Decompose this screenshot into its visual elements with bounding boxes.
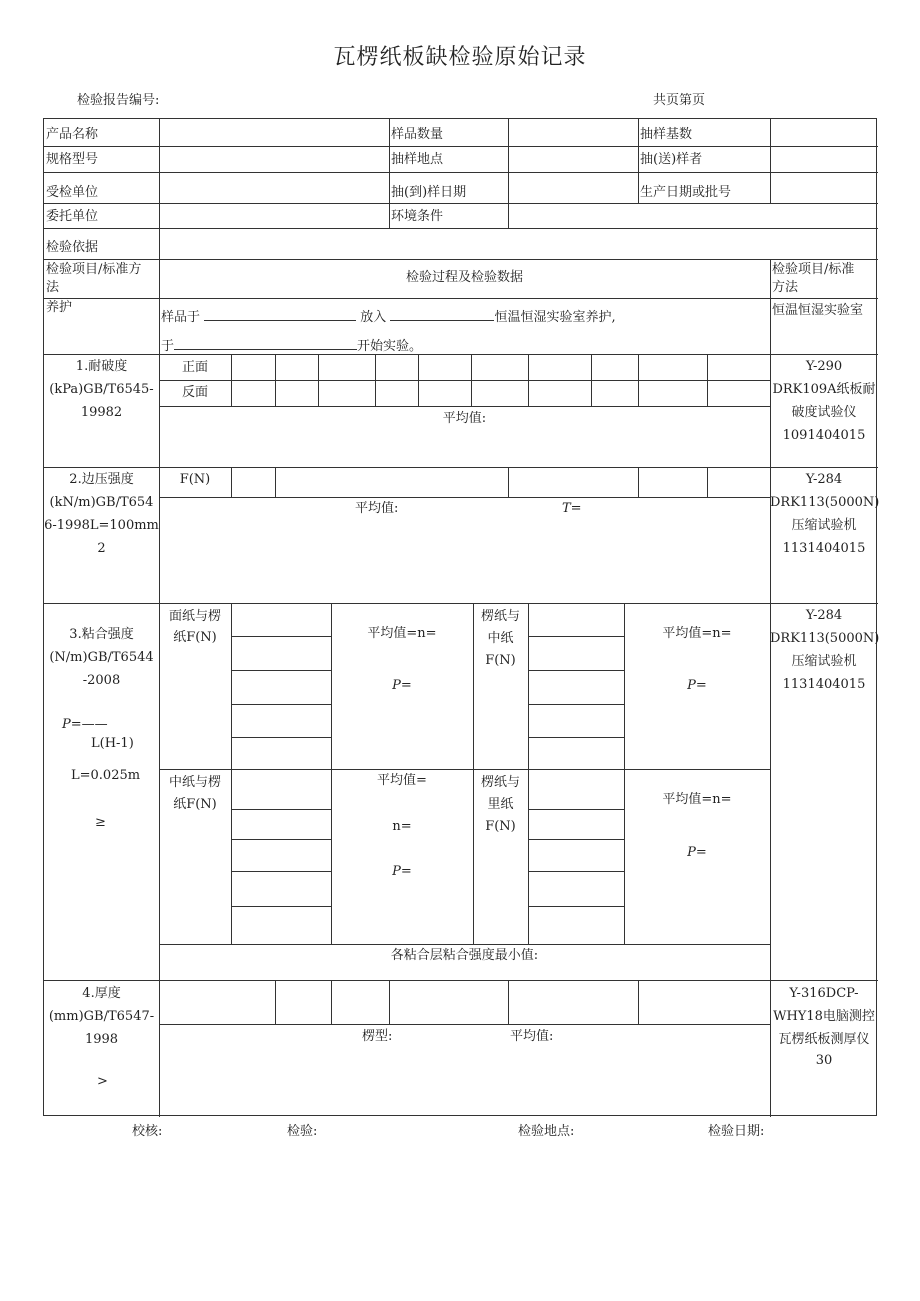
item-header-right: 检验项目/标准 (772, 262, 855, 277)
row-divider (231, 670, 331, 671)
column-divider (508, 980, 509, 1024)
bond-equipment-model: DRK113(5000N) (770, 631, 880, 646)
flute-inner-label: 楞纸与 (480, 775, 520, 790)
inspection-place-label: 检验地点: (518, 1124, 575, 1139)
column-divider (638, 980, 639, 1024)
column-divider (638, 354, 639, 406)
row-divider (528, 871, 624, 872)
bond-l-formula: L(H-1) (91, 736, 134, 751)
sampling-place-label: 抽样地点 (391, 152, 444, 167)
environment-label: 环境条件 (391, 209, 444, 224)
face-flute-p: P= (392, 678, 412, 693)
curing-text: 开始实验。 (357, 339, 423, 354)
column-divider (275, 980, 276, 1024)
bond-ge-symbol: ≥ (95, 815, 106, 830)
row-divider (231, 906, 331, 907)
flute-mid-p: P= (687, 678, 707, 693)
curing-date-blank[interactable] (204, 307, 356, 321)
thickness-item-label: 4.厚度 (82, 986, 121, 1001)
column-divider (707, 467, 708, 497)
basis-label: 检验依据 (46, 240, 99, 255)
burst-equipment-model: DRK109A纸板耐 (772, 382, 876, 397)
row-divider (231, 737, 331, 738)
inspector-label: 检验: (287, 1124, 318, 1139)
curing-text: 于 (161, 339, 175, 354)
production-date-label: 生产日期或批号 (640, 185, 732, 200)
entrusting-unit-label: 委托单位 (46, 209, 99, 224)
product-name-label: 产品名称 (46, 127, 99, 142)
flute-inner-label-2: 里纸 (487, 797, 514, 812)
row-divider (528, 839, 624, 840)
item-header-right-2: 方法 (772, 280, 799, 295)
bond-item-standard: (N/m)GB/T6544 (49, 650, 154, 665)
mid-flute-p: P= (392, 864, 412, 879)
column-divider (331, 980, 332, 1024)
burst-average-label: 平均值: (442, 411, 487, 426)
thickness-gt-symbol: > (97, 1074, 108, 1089)
burst-item-standard-2: 19982 (80, 405, 123, 420)
column-divider (389, 980, 390, 1024)
column-divider (591, 354, 592, 406)
column-divider (389, 119, 390, 228)
item-header-left-2: 法 (46, 280, 60, 295)
row-divider (231, 636, 331, 637)
column-divider (318, 354, 319, 406)
column-divider (508, 467, 509, 497)
edge-item-standard: (kN/m)GB/T654 (49, 495, 154, 510)
row-divider (159, 497, 770, 498)
front-label: 正面 (181, 360, 208, 375)
sampling-base-label: 抽样基数 (640, 127, 693, 142)
column-divider (375, 354, 376, 406)
sampler-label: 抽(送)样者 (640, 152, 703, 167)
edge-t-label: T= (562, 501, 582, 516)
row-divider (44, 172, 878, 173)
model-label: 规格型号 (46, 152, 99, 167)
check-label: 校核: (132, 1124, 163, 1139)
thickness-equipment-serial: 30 (815, 1053, 833, 1068)
burst-item-standard: (kPa)GB/T6545- (49, 382, 154, 397)
curing-text: 恒温恒湿实验室养护, (494, 310, 616, 325)
row-divider (159, 380, 770, 381)
flute-inner-label-3: F(N) (485, 819, 516, 834)
burst-equipment-name: 破度试验仪 (791, 405, 857, 420)
inspection-date-label: 检验日期: (708, 1124, 765, 1139)
flute-mid-label-2: 中纸 (487, 631, 514, 646)
thickness-equipment-model: WHY18电脑测控 (773, 1009, 875, 1024)
row-divider (44, 228, 878, 229)
page-count-label: 共页第页 (653, 93, 706, 108)
process-header: 检验过程及检验数据 (405, 270, 523, 285)
bond-p-formula: P=—— (62, 717, 108, 732)
curing-line-2 (161, 336, 422, 354)
flute-mid-label: 楞纸与 (480, 609, 520, 624)
curing-equipment: 恒温恒湿实验室 (772, 303, 864, 318)
page-title: 瓦楞纸板缺检验原始记录 (333, 45, 587, 70)
face-flute-average: 平均值=n= (367, 626, 437, 641)
burst-equipment-code: Y-290 (805, 359, 843, 374)
edge-equipment-code: Y-284 (805, 472, 843, 487)
flute-inner-p: P= (687, 845, 707, 860)
row-divider (44, 146, 878, 147)
column-divider (638, 119, 639, 203)
report-number-label: 检验报告编号: (77, 93, 160, 108)
mid-flute-average: 平均值= (377, 773, 427, 788)
column-divider (508, 119, 509, 228)
row-divider (231, 704, 331, 705)
flute-inner-average: 平均值=n= (662, 792, 732, 807)
face-flute-label: 面纸与楞 (168, 609, 221, 624)
row-divider (44, 603, 878, 604)
column-divider (707, 354, 708, 406)
row-divider (44, 298, 878, 299)
bond-equipment-code: Y-284 (805, 608, 843, 623)
burst-equipment-serial: 1091404015 (782, 428, 866, 443)
bond-equipment-name: 压缩试验机 (791, 654, 857, 669)
column-divider (528, 354, 529, 406)
record-form-table (43, 118, 880, 1116)
thickness-average-label: 平均值: (510, 1029, 554, 1044)
face-flute-label-2: 纸F(N) (173, 630, 217, 645)
column-divider (528, 603, 529, 944)
flute-type-label: 楞型: (362, 1029, 393, 1044)
row-divider (231, 839, 331, 840)
thickness-equipment-name: 瓦楞纸板测厚仪 (778, 1032, 870, 1047)
inspected-unit-label: 受检单位 (46, 185, 99, 200)
flute-mid-label-3: F(N) (485, 653, 516, 668)
item-header-left: 检验项目/标准方 (46, 262, 142, 277)
row-divider (44, 203, 878, 204)
column-divider (418, 354, 419, 406)
bond-item-label: 3.粘合强度 (69, 627, 134, 642)
sample-qty-label: 样品数量 (391, 127, 444, 142)
row-divider (231, 809, 331, 810)
column-divider (471, 354, 472, 406)
edge-equipment-model: DRK113(5000N) (770, 495, 880, 510)
thickness-item-standard-2: 1998 (84, 1032, 119, 1047)
edge-item-label: 2.边压强度 (69, 472, 134, 487)
row-divider (44, 354, 878, 355)
row-divider (44, 259, 878, 260)
mid-flute-n: n= (392, 819, 412, 834)
back-label: 反面 (181, 385, 208, 400)
row-divider (528, 906, 624, 907)
row-divider (528, 670, 624, 671)
column-divider (275, 354, 276, 406)
curing-label: 养护 (46, 300, 73, 315)
row-divider (528, 636, 624, 637)
curing-time-blank[interactable] (390, 307, 494, 321)
mid-flute-label: 中纸与楞 (168, 775, 221, 790)
edge-item-standard-2: 6-1998L=100mm (44, 518, 159, 533)
row-divider (528, 704, 624, 705)
bond-equipment-serial: 1131404015 (782, 677, 866, 692)
sampling-date-label: 抽(到)样日期 (391, 185, 467, 200)
row-divider (159, 1024, 770, 1025)
start-time-blank[interactable] (174, 336, 357, 350)
edge-equipment-serial: 1131404015 (782, 541, 866, 556)
edge-item-standard-3: 2 (97, 541, 106, 556)
column-divider (770, 119, 771, 203)
curing-text: 放入 (360, 310, 387, 325)
column-divider (231, 603, 232, 944)
column-divider (638, 467, 639, 497)
thickness-item-standard: (mm)GB/T6547- (48, 1009, 155, 1024)
bond-item-standard-2: -2008 (82, 673, 121, 688)
bond-minimum-label: 各粘合层粘合强度最小值: (390, 948, 539, 963)
column-divider (231, 467, 232, 497)
row-divider (231, 871, 331, 872)
burst-item-label: 1.耐破度 (75, 359, 128, 374)
column-divider (275, 467, 276, 497)
curing-text: 样品于 (161, 310, 201, 325)
curing-line-1 (161, 307, 616, 325)
row-divider (528, 737, 624, 738)
flute-mid-average: 平均值=n= (662, 626, 732, 641)
column-divider (231, 354, 232, 406)
edge-equipment-name: 压缩试验机 (791, 518, 857, 533)
thickness-equipment-code: Y-316DCP- (789, 986, 859, 1001)
edge-average-label: 平均值: (355, 501, 399, 516)
mid-flute-label-2: 纸F(N) (173, 797, 217, 812)
bond-l-value: L=0.025m (71, 768, 141, 783)
row-divider (44, 980, 878, 981)
edge-force-label: F(N) (179, 472, 211, 487)
row-divider (528, 809, 624, 810)
column-divider (624, 603, 625, 944)
